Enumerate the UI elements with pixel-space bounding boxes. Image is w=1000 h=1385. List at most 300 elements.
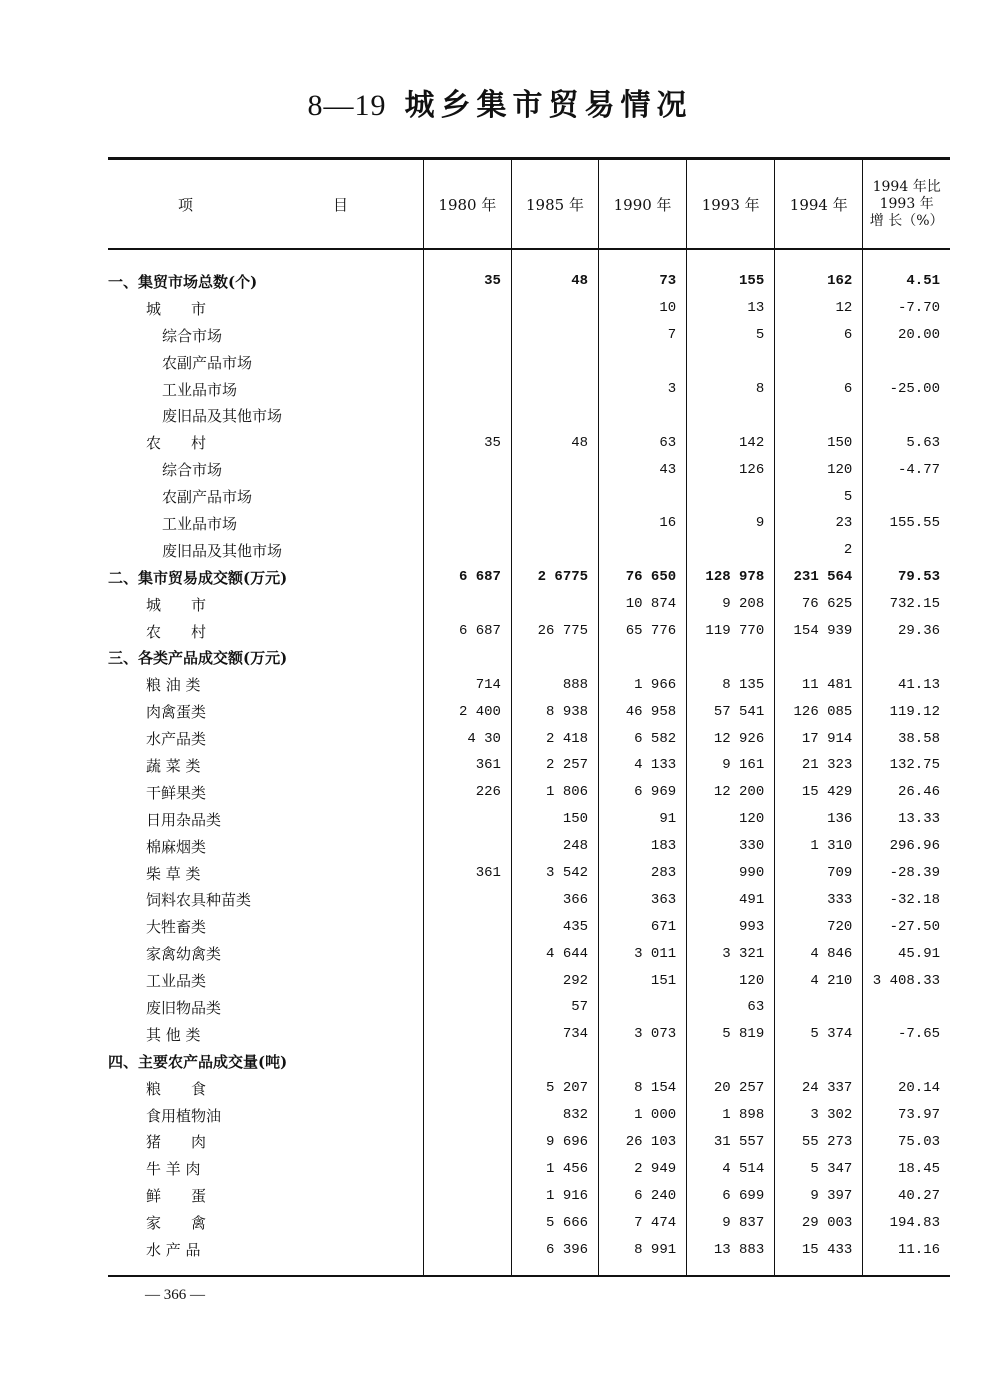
- table-cell: [599, 349, 687, 376]
- table-cell: 2 400: [423, 698, 511, 725]
- header-growth: 1994 年比 1993 年 增 长（%）: [863, 159, 950, 250]
- row-label: 柴 草 类: [146, 864, 201, 883]
- table-cell: 732.15: [863, 591, 950, 618]
- table-number: 8—19: [307, 89, 387, 122]
- table-cell: 57 541: [687, 698, 775, 725]
- table-cell: [863, 994, 950, 1021]
- table-cell: 142: [687, 429, 775, 456]
- table-row: [108, 779, 950, 806]
- table-cell: [687, 402, 775, 429]
- row-label: 其 他 类: [146, 1025, 201, 1044]
- table-cell: 333: [775, 886, 863, 913]
- header-year-1990: 1990 年: [599, 159, 687, 250]
- table-cell: [423, 537, 511, 564]
- table-cell: [863, 349, 950, 376]
- table-cell: 24 337: [775, 1075, 863, 1102]
- table-cell: -28.39: [863, 860, 950, 887]
- table-cell: 720: [775, 913, 863, 940]
- table-cell: 38.58: [863, 725, 950, 752]
- row-label: 综合市场: [162, 326, 223, 345]
- table-cell: 4 846: [775, 940, 863, 967]
- table-cell: [423, 349, 511, 376]
- table-cell: 6 582: [599, 725, 687, 752]
- table-row: [108, 752, 950, 779]
- table-cell: 1 310: [775, 833, 863, 860]
- table-row: [108, 1129, 950, 1156]
- table-cell: 6 240: [599, 1182, 687, 1209]
- table-cell: 15 429: [775, 779, 863, 806]
- table-cell: 12 926: [687, 725, 775, 752]
- table-cell: [511, 591, 598, 618]
- table-cell: [423, 1048, 511, 1075]
- row-label: 鲜 蛋: [146, 1187, 207, 1206]
- table-cell: [423, 322, 511, 349]
- table-cell: 20.00: [863, 322, 950, 349]
- table-cell: 76 650: [599, 564, 687, 591]
- table-cell: [423, 967, 511, 994]
- table-cell: 1 966: [599, 671, 687, 698]
- table-cell: 671: [599, 913, 687, 940]
- table-cell: [423, 1102, 511, 1129]
- table-row: [108, 591, 950, 618]
- table-cell: 6: [775, 322, 863, 349]
- table-cell: 26 775: [511, 618, 598, 645]
- table-cell: 231 564: [775, 564, 863, 591]
- table-cell: 13 883: [687, 1236, 775, 1276]
- table-cell: [423, 1155, 511, 1182]
- table-cell: [511, 376, 598, 403]
- table-cell: 3: [599, 376, 687, 403]
- table-cell: 57: [511, 994, 598, 1021]
- table-cell: 5 347: [775, 1155, 863, 1182]
- row-label: 水 产 品: [108, 1236, 423, 1276]
- table-row: [108, 806, 950, 833]
- table-cell: 5 374: [775, 1021, 863, 1048]
- table-cell: [599, 644, 687, 671]
- table-cell: [599, 1048, 687, 1075]
- table-cell: 248: [511, 833, 598, 860]
- row-label: 猪 肉: [146, 1133, 207, 1152]
- table-cell: 155.55: [863, 510, 950, 537]
- table-cell: 26.46: [863, 779, 950, 806]
- row-label: 干鲜果类: [146, 783, 207, 802]
- table-cell: 4 133: [599, 752, 687, 779]
- table-cell: 2 418: [511, 725, 598, 752]
- table-cell: 1 806: [511, 779, 598, 806]
- table-cell: 6 969: [599, 779, 687, 806]
- table-cell: 18.45: [863, 1155, 950, 1182]
- table-cell: -4.77: [863, 456, 950, 483]
- table-cell: [511, 510, 598, 537]
- table-cell: [511, 456, 598, 483]
- row-label: 粮 油 类: [146, 676, 201, 695]
- row-label: 城 市: [146, 299, 207, 318]
- table-row: [108, 1048, 950, 1075]
- row-label: 工业品市场: [162, 380, 238, 399]
- header-item: 项 目: [108, 159, 423, 250]
- table-cell: [511, 537, 598, 564]
- row-label: 废旧物品类: [146, 998, 222, 1017]
- table-cell: [687, 349, 775, 376]
- row-label: 农副产品市场: [162, 488, 253, 507]
- table-cell: 29.36: [863, 618, 950, 645]
- table-cell: 9 397: [775, 1182, 863, 1209]
- table-cell: [423, 1129, 511, 1156]
- table-title: 城乡集市贸易情况: [404, 88, 693, 123]
- header-year-1985: 1985 年: [511, 159, 598, 250]
- table-cell: [423, 376, 511, 403]
- table-cell: 120: [775, 456, 863, 483]
- table-cell: 8 154: [599, 1075, 687, 1102]
- table-cell: [687, 1048, 775, 1075]
- header-year-1994: 1994 年: [775, 159, 863, 250]
- header-year-1980: 1980 年: [423, 159, 511, 250]
- table-cell: 2 257: [511, 752, 598, 779]
- table-cell: 55 273: [775, 1129, 863, 1156]
- table-cell: 435: [511, 913, 598, 940]
- table-cell: 10 874: [599, 591, 687, 618]
- table-cell: 296.96: [863, 833, 950, 860]
- table-cell: 8 938: [511, 698, 598, 725]
- table-cell: 194.83: [863, 1209, 950, 1236]
- table-cell: [423, 295, 511, 322]
- table-cell: [775, 1048, 863, 1075]
- table-row: [108, 833, 950, 860]
- table-cell: [423, 913, 511, 940]
- table-header: [108, 159, 950, 250]
- table-row: [108, 295, 950, 322]
- table-row: [108, 1209, 950, 1236]
- table-cell: 491: [687, 886, 775, 913]
- table-cell: -27.50: [863, 913, 950, 940]
- table-cell: 48: [511, 429, 598, 456]
- table-cell: 6 687: [423, 618, 511, 645]
- table-cell: 4 30: [423, 725, 511, 752]
- table-cell: [423, 591, 511, 618]
- table-row: [108, 429, 950, 456]
- table-row: [108, 698, 950, 725]
- table-cell: 23: [775, 510, 863, 537]
- statistics-table: [108, 157, 950, 1277]
- row-label: 棉麻烟类: [146, 837, 207, 856]
- table-row: [108, 644, 950, 671]
- table-cell: 5 819: [687, 1021, 775, 1048]
- table-cell: 132.75: [863, 752, 950, 779]
- table-row: [108, 1102, 950, 1129]
- table-cell: 150: [775, 429, 863, 456]
- table-cell: 31 557: [687, 1129, 775, 1156]
- row-label: 肉禽蛋类: [146, 703, 207, 722]
- table-cell: 63: [687, 994, 775, 1021]
- table-cell: 20.14: [863, 1075, 950, 1102]
- table-row: [108, 1155, 950, 1182]
- table-cell: [423, 644, 511, 671]
- row-label: 工业品类: [146, 972, 207, 991]
- table-cell: 91: [599, 806, 687, 833]
- table-cell: -7.70: [863, 295, 950, 322]
- table-cell: 2: [775, 537, 863, 564]
- table-cell: 4 514: [687, 1155, 775, 1182]
- table-cell: 709: [775, 860, 863, 887]
- row-label: 三、各类产品成交额(万元): [108, 649, 288, 668]
- page-number: — 366 —: [145, 1287, 205, 1303]
- table-cell: 2 949: [599, 1155, 687, 1182]
- table-cell: 2 6775: [511, 564, 598, 591]
- table-cell: 126: [687, 456, 775, 483]
- table-cell: 136: [775, 806, 863, 833]
- table-cell: 9 837: [687, 1209, 775, 1236]
- table-cell: 45.91: [863, 940, 950, 967]
- table-cell: -25.00: [863, 376, 950, 403]
- table-cell: [687, 537, 775, 564]
- table-cell: 29 003: [775, 1209, 863, 1236]
- table-cell: 9 208: [687, 591, 775, 618]
- table-cell: [423, 510, 511, 537]
- row-label: 食用植物油: [146, 1106, 222, 1125]
- table-cell: 1 000: [599, 1102, 687, 1129]
- table-row: [108, 1021, 950, 1048]
- table-cell: 48: [511, 249, 598, 295]
- statistics-table-container: [108, 157, 950, 1277]
- table-cell: 6 396: [511, 1236, 598, 1276]
- table-cell: 46 958: [599, 698, 687, 725]
- table-cell: [511, 322, 598, 349]
- table-cell: [511, 402, 598, 429]
- table-cell: 832: [511, 1102, 598, 1129]
- table-cell: 155: [687, 249, 775, 295]
- table-cell: 119.12: [863, 698, 950, 725]
- row-label: 蔬 菜 类: [146, 756, 201, 775]
- table-row: [108, 537, 950, 564]
- table-row: [108, 510, 950, 537]
- table-cell: 65 776: [599, 618, 687, 645]
- table-row: [108, 564, 950, 591]
- table-cell: 5.63: [863, 429, 950, 456]
- table-cell: 6 687: [423, 564, 511, 591]
- table-row: [108, 402, 950, 429]
- table-cell: 4 644: [511, 940, 598, 967]
- row-label: 家 禽: [146, 1214, 207, 1233]
- table-cell: 16: [599, 510, 687, 537]
- table-cell: 7 474: [599, 1209, 687, 1236]
- table-cell: [775, 402, 863, 429]
- table-cell: 10: [599, 295, 687, 322]
- table-cell: 35: [423, 249, 511, 295]
- table-cell: 3 073: [599, 1021, 687, 1048]
- table-cell: 5 666: [511, 1209, 598, 1236]
- table-cell: [423, 1209, 511, 1236]
- table-cell: 120: [687, 806, 775, 833]
- table-body: [108, 249, 950, 1276]
- table-cell: 9 696: [511, 1129, 598, 1156]
- table-cell: [511, 644, 598, 671]
- table-row: [108, 483, 950, 510]
- table-cell: 76 625: [775, 591, 863, 618]
- table-cell: 11 481: [775, 671, 863, 698]
- table-cell: 162: [775, 249, 863, 295]
- table-row: [108, 994, 950, 1021]
- table-cell: 8 135: [687, 671, 775, 698]
- table-cell: 8 991: [599, 1236, 687, 1276]
- table-cell: 888: [511, 671, 598, 698]
- table-cell: 73: [599, 249, 687, 295]
- row-label: 农 村: [146, 622, 207, 641]
- table-cell: -7.65: [863, 1021, 950, 1048]
- page-title: [0, 80, 1000, 124]
- table-row: [108, 376, 950, 403]
- row-label: 大牲畜类: [146, 918, 207, 937]
- table-cell: 73.97: [863, 1102, 950, 1129]
- table-cell: 3 302: [775, 1102, 863, 1129]
- table-cell: 17 914: [775, 725, 863, 752]
- table-cell: 1 916: [511, 1182, 598, 1209]
- table-cell: [599, 994, 687, 1021]
- table-cell: [599, 483, 687, 510]
- table-cell: 6: [775, 376, 863, 403]
- table-cell: -32.18: [863, 886, 950, 913]
- table-cell: 1 898: [687, 1102, 775, 1129]
- table-row: [108, 1182, 950, 1209]
- table-cell: 11.16: [863, 1236, 950, 1276]
- table-cell: 1 456: [511, 1155, 598, 1182]
- table-cell: 7: [599, 322, 687, 349]
- table-cell: [423, 456, 511, 483]
- row-label: 废旧品及其他市场: [162, 541, 283, 560]
- table-cell: 366: [511, 886, 598, 913]
- table-cell: [775, 644, 863, 671]
- row-label: 一、集贸市场总数(个): [108, 272, 258, 291]
- table-cell: [863, 483, 950, 510]
- table-row: [108, 671, 950, 698]
- row-label: 城 市: [146, 595, 207, 614]
- table-cell: 20 257: [687, 1075, 775, 1102]
- table-cell: 292: [511, 967, 598, 994]
- table-cell: 35: [423, 429, 511, 456]
- table-cell: 151: [599, 967, 687, 994]
- table-cell: 9 161: [687, 752, 775, 779]
- table-cell: [423, 886, 511, 913]
- row-label: 粮 食: [146, 1079, 207, 1098]
- table-row: [108, 456, 950, 483]
- table-cell: [511, 483, 598, 510]
- table-cell: [423, 940, 511, 967]
- table-cell: 79.53: [863, 564, 950, 591]
- table-cell: [511, 295, 598, 322]
- row-label: 日用杂品类: [146, 810, 222, 829]
- table-row: [108, 940, 950, 967]
- table-cell: 154 939: [775, 618, 863, 645]
- table-cell: 714: [423, 671, 511, 698]
- table-row: [108, 1075, 950, 1102]
- table-cell: 119 770: [687, 618, 775, 645]
- table-cell: 120: [687, 967, 775, 994]
- table-cell: 5: [775, 483, 863, 510]
- table-cell: [775, 349, 863, 376]
- table-cell: 63: [599, 429, 687, 456]
- table-cell: [423, 1182, 511, 1209]
- table-cell: [423, 483, 511, 510]
- table-cell: [863, 537, 950, 564]
- table-cell: 5 207: [511, 1075, 598, 1102]
- table-cell: 13.33: [863, 806, 950, 833]
- table-cell: 13: [687, 295, 775, 322]
- table-cell: 3 321: [687, 940, 775, 967]
- table-row: [108, 322, 950, 349]
- table-cell: 26 103: [599, 1129, 687, 1156]
- table-cell: 4 210: [775, 967, 863, 994]
- table-cell: 283: [599, 860, 687, 887]
- table-row: [108, 967, 950, 994]
- table-cell: 126 085: [775, 698, 863, 725]
- table-cell: [599, 537, 687, 564]
- table-row: [108, 860, 950, 887]
- table-row: [108, 349, 950, 376]
- table-cell: 21 323: [775, 752, 863, 779]
- row-label: 工业品市场: [162, 514, 238, 533]
- table-cell: 3 542: [511, 860, 598, 887]
- table-cell: 3 408.33: [863, 967, 950, 994]
- table-cell: 128 978: [687, 564, 775, 591]
- row-label: 综合市场: [162, 461, 223, 480]
- table-cell: [687, 483, 775, 510]
- table-cell: 40.27: [863, 1182, 950, 1209]
- row-label: 废旧品及其他市场: [162, 407, 283, 426]
- table-cell: [423, 402, 511, 429]
- table-cell: [863, 644, 950, 671]
- table-cell: [687, 644, 775, 671]
- table-row: [108, 725, 950, 752]
- table-cell: 993: [687, 913, 775, 940]
- table-cell: 6 699: [687, 1182, 775, 1209]
- table-cell: 15 433: [775, 1236, 863, 1276]
- row-label: 家禽幼禽类: [146, 945, 222, 964]
- table-row: [108, 886, 950, 913]
- table-cell: 3 011: [599, 940, 687, 967]
- table-row: [108, 249, 950, 295]
- row-label: 牛 羊 肉: [146, 1160, 201, 1179]
- table-cell: 363: [599, 886, 687, 913]
- table-cell: 43: [599, 456, 687, 483]
- row-label: 四、主要农产品成交量(吨): [108, 1052, 288, 1071]
- table-cell: [599, 402, 687, 429]
- table-cell: [775, 994, 863, 1021]
- table-cell: [423, 1075, 511, 1102]
- row-label: 饲料农具种苗类: [146, 891, 252, 910]
- table-cell: 8: [687, 376, 775, 403]
- table-cell: 361: [423, 752, 511, 779]
- table-cell: [423, 833, 511, 860]
- table-cell: [863, 402, 950, 429]
- table-cell: [511, 1048, 598, 1075]
- table-row: [108, 1236, 950, 1276]
- table-cell: [423, 1236, 511, 1276]
- table-cell: 734: [511, 1021, 598, 1048]
- table-cell: 9: [687, 510, 775, 537]
- table-cell: 5: [687, 322, 775, 349]
- table-cell: 75.03: [863, 1129, 950, 1156]
- row-label: 二、集市贸易成交额(万元): [108, 568, 288, 587]
- header-year-1993: 1993 年: [687, 159, 775, 250]
- table-cell: 12 200: [687, 779, 775, 806]
- row-label: 农 村: [146, 434, 207, 453]
- table-cell: 4.51: [863, 249, 950, 295]
- table-cell: [423, 806, 511, 833]
- row-label: 农副产品市场: [162, 353, 253, 372]
- table-cell: 12: [775, 295, 863, 322]
- table-row: [108, 618, 950, 645]
- table-cell: 330: [687, 833, 775, 860]
- table-cell: 990: [687, 860, 775, 887]
